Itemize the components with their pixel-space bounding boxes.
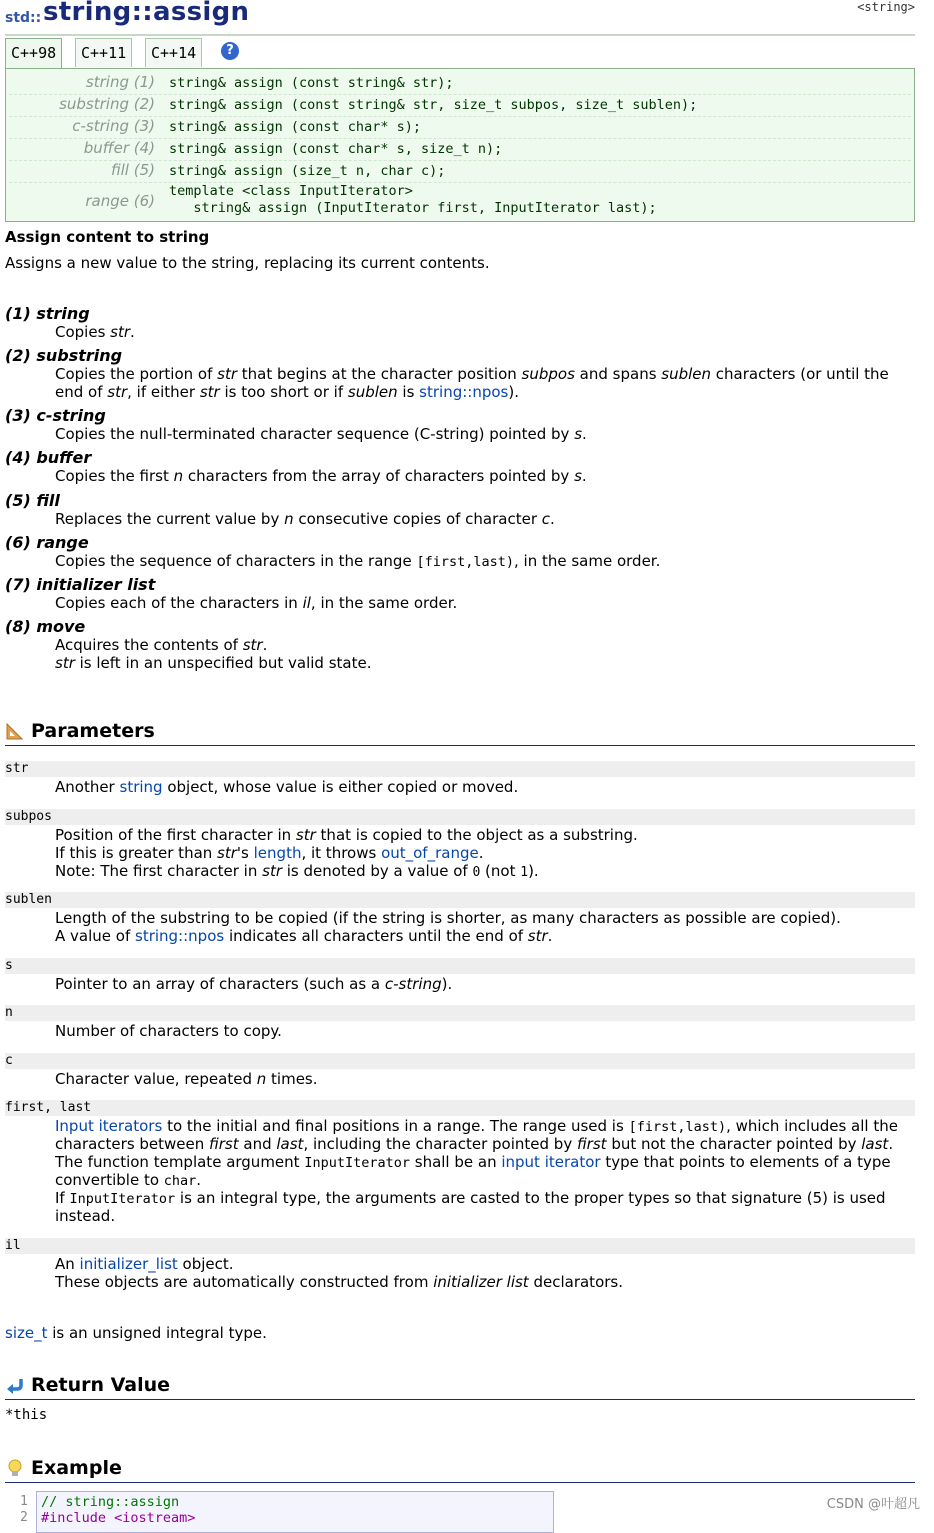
- text: Replaces the current value by: [55, 510, 285, 528]
- text: shall be an: [409, 1153, 502, 1171]
- text: 1: [520, 865, 529, 880]
- overload-desc: [55, 636, 267, 654]
- text: s: [574, 425, 583, 443]
- tab-cpp14[interactable]: C++14: [145, 38, 202, 67]
- tab-cpp11[interactable]: C++11: [75, 38, 132, 67]
- text: characters between: [55, 1135, 210, 1153]
- initializer-list-link[interactable]: initializer_list: [79, 1255, 178, 1273]
- text: first: [209, 1135, 239, 1153]
- overload-heading: (6) range: [5, 533, 89, 552]
- prototype-code: string& assign (const string& str);: [169, 75, 454, 91]
- return-value: *this: [5, 1407, 48, 1423]
- text: consecutive copies of character: [293, 510, 542, 528]
- tab-cpp98[interactable]: C++98: [5, 38, 62, 69]
- text: Copies the first: [55, 467, 174, 485]
- param-desc: [55, 927, 552, 945]
- overload-heading: (7) initializer list: [5, 575, 156, 594]
- text: sublen: [661, 365, 712, 383]
- text: declarators.: [528, 1273, 623, 1291]
- param-name-bar: [5, 761, 915, 777]
- text: .: [888, 1135, 894, 1153]
- text: str: [217, 844, 237, 862]
- text: n: [173, 467, 184, 485]
- param-name-bar: [5, 1005, 915, 1021]
- page-title: [43, 0, 249, 27]
- code-line: // string::assign: [41, 1494, 180, 1510]
- title-class: string: [43, 0, 132, 27]
- text: Position of the first character in: [55, 826, 296, 844]
- text: str: [107, 383, 128, 401]
- prototype-label: string (1): [85, 73, 155, 91]
- text: ).: [508, 383, 519, 401]
- text: InputIterator: [304, 1155, 410, 1171]
- text: .: [262, 636, 268, 654]
- text: str: [55, 654, 75, 672]
- text: sublen: [347, 383, 398, 401]
- return-section-header: [5, 1371, 915, 1400]
- prototype-row: [9, 95, 911, 117]
- text: str: [217, 365, 238, 383]
- overload-heading: (3) c-string: [5, 406, 106, 425]
- line-number: 2: [20, 1510, 28, 1525]
- text: last: [276, 1135, 304, 1153]
- text: is an unsigned integral type.: [47, 1324, 267, 1342]
- line-number: 1: [20, 1494, 28, 1509]
- text: .: [478, 844, 484, 862]
- text: indicates all characters until the end of: [224, 927, 528, 945]
- param-name-bar: [5, 809, 915, 825]
- text: (not: [480, 862, 521, 880]
- param-name-bar: [5, 1100, 915, 1116]
- text: , in the same order.: [513, 552, 661, 570]
- npos-link[interactable]: string::npos: [135, 927, 225, 945]
- param-name: il: [5, 1238, 21, 1253]
- param-name: c: [5, 1053, 13, 1068]
- prototype-code: string& assign (const char* s);: [169, 119, 421, 135]
- prototype-code: template <class InputIterator>: [169, 183, 413, 199]
- text: A value of: [55, 927, 135, 945]
- text: Another: [55, 778, 120, 796]
- text: Copies: [55, 323, 111, 341]
- namespace-label: std::: [5, 10, 42, 26]
- prototype-row: [9, 139, 911, 161]
- section-title: Example: [31, 1457, 122, 1479]
- param-name: first, last: [5, 1100, 92, 1115]
- text: characters from the array of characters pointed by: [183, 467, 575, 485]
- text: Note: The first character in: [55, 862, 263, 880]
- out-of-range-link[interactable]: out_of_range: [381, 844, 479, 862]
- text: .: [581, 467, 587, 485]
- section-title: Return Value: [31, 1374, 171, 1396]
- size-t-note: [5, 1324, 267, 1342]
- header-file-link[interactable]: <string>: [857, 0, 915, 14]
- text: is an integral type, the arguments are casted to the proper types so that signature (5) is used: [175, 1189, 886, 1207]
- text: convertible to: [55, 1171, 164, 1189]
- text: InputIterator: [69, 1191, 176, 1207]
- prototype-row: [9, 117, 911, 139]
- text: Acquires the contents of: [55, 636, 243, 654]
- param-desc: [55, 1171, 201, 1189]
- param-name-bar: [5, 1238, 915, 1254]
- overload-heading: (8) move: [5, 617, 86, 636]
- text: characters (or until the: [711, 365, 889, 383]
- text: str: [242, 636, 263, 654]
- text: Copies the portion of: [55, 365, 218, 383]
- param-desc: [55, 1189, 886, 1207]
- text: These objects are automatically constructed from: [55, 1273, 434, 1291]
- text: and: [238, 1135, 277, 1153]
- text: s: [574, 467, 582, 485]
- example-section-header: [5, 1454, 915, 1483]
- summary-text: Assigns a new value to the string, replacing its current contents.: [5, 254, 490, 272]
- text: n: [284, 510, 294, 528]
- param-desc: Length of the substring to be copied (if the string is shorter, as many characters as possible are copied).: [55, 909, 841, 927]
- text: str: [295, 826, 316, 844]
- param-name-bar: [5, 892, 915, 908]
- text: subpos: [521, 365, 575, 383]
- text: is left in an unspecified but valid state.: [74, 654, 372, 672]
- param-desc: Number of characters to copy.: [55, 1022, 282, 1040]
- page-header: [5, 0, 915, 36]
- prototype-row: [9, 161, 911, 183]
- param-name: n: [5, 1005, 13, 1020]
- parameters-section-header: [5, 717, 915, 746]
- prototype-label: substring (2): [59, 95, 155, 113]
- text: Character value, repeated: [55, 1070, 257, 1088]
- text: , in the same order.: [310, 594, 458, 612]
- return-arrow-icon: [5, 1375, 25, 1395]
- overload-desc: [55, 594, 457, 612]
- length-link[interactable]: length: [253, 844, 302, 862]
- text: is denoted by a value of: [282, 862, 473, 880]
- param-desc: [55, 844, 483, 862]
- lightbulb-icon: [5, 1458, 25, 1478]
- text: char: [163, 1173, 197, 1189]
- set-square-icon: [5, 721, 25, 741]
- text: The function template argument: [55, 1153, 305, 1171]
- string-link[interactable]: string: [119, 778, 163, 796]
- text: Copies the sequence of characters in the range: [55, 552, 417, 570]
- text: [first,last): [416, 554, 514, 570]
- overload-desc: [55, 510, 555, 528]
- overload-heading: (1) string: [5, 304, 90, 323]
- text: .: [550, 510, 555, 528]
- prototype-label: buffer (4): [83, 139, 155, 157]
- text: .: [582, 425, 587, 443]
- text: , if either: [127, 383, 200, 401]
- text: first: [576, 1135, 607, 1153]
- prototype-label: c-string (3): [72, 117, 155, 135]
- text: object.: [177, 1255, 234, 1273]
- title-member: assign: [152, 0, 250, 27]
- param-name: s: [5, 958, 13, 973]
- prototype-label: range (6): [85, 192, 155, 210]
- overload-desc: [55, 323, 135, 341]
- param-desc: [55, 1135, 893, 1153]
- param-desc: [55, 1070, 318, 1088]
- watermark: CSDN @叶超凡: [826, 1497, 920, 1512]
- code-example: [36, 1491, 554, 1533]
- text: , which includes all the: [726, 1117, 898, 1135]
- overload-desc: [55, 552, 660, 570]
- text: str: [199, 383, 220, 401]
- text: 's: [236, 844, 254, 862]
- text: str: [262, 862, 282, 880]
- text: [first,last): [628, 1119, 727, 1135]
- param-name: sublen: [5, 892, 52, 907]
- text: .: [130, 323, 135, 341]
- param-name-bar: [5, 958, 915, 974]
- text: type that points to elements of a type: [600, 1153, 891, 1171]
- prototype-box: [5, 68, 915, 222]
- text: il: [302, 594, 311, 612]
- text: n: [256, 1070, 267, 1088]
- param-name: str: [5, 761, 29, 776]
- section-title: Parameters: [31, 720, 155, 742]
- prototype-code: string& assign (const char* s, size_t n);: [169, 141, 503, 157]
- text: Copies each of the characters in: [55, 594, 303, 612]
- text: Copies the null-terminated character sequence (C-string) pointed by: [55, 425, 575, 443]
- summary-title: Assign content to string: [5, 228, 210, 246]
- text: initializer list: [433, 1273, 529, 1291]
- text: but not the character pointed by: [606, 1135, 862, 1153]
- text: end of: [55, 383, 108, 401]
- help-icon[interactable]: ?: [221, 42, 239, 60]
- text: , it throws: [301, 844, 382, 862]
- text: .: [196, 1171, 202, 1189]
- overload-desc: [55, 383, 519, 401]
- code-line: #include <iostream>: [41, 1510, 196, 1526]
- text: c: [541, 510, 551, 528]
- overload-heading: (5) fill: [5, 491, 60, 510]
- text: is: [397, 383, 420, 401]
- text: , including the character pointed by: [303, 1135, 577, 1153]
- overload-heading: (4) buffer: [5, 448, 92, 467]
- param-name: subpos: [5, 809, 52, 824]
- prototype-row: [9, 73, 911, 95]
- input-iterators-link[interactable]: Input iterators: [55, 1117, 163, 1135]
- overload-heading: (2) substring: [5, 346, 123, 365]
- text: c-string: [384, 975, 442, 993]
- text: Pointer to an array of characters (such as a: [55, 975, 385, 993]
- overload-desc: [55, 365, 889, 383]
- param-desc: [55, 1255, 234, 1273]
- text: str: [527, 927, 548, 945]
- prototype-code: string& assign (size_t n, char c);: [169, 163, 446, 179]
- text: An: [55, 1255, 80, 1273]
- title-sep: ::: [131, 0, 153, 27]
- param-desc: instead.: [55, 1207, 116, 1225]
- param-desc: [55, 1117, 898, 1135]
- prototype-label: fill (5): [110, 161, 155, 179]
- size-t-link[interactable]: size_t: [5, 1324, 48, 1342]
- overload-desc: [55, 654, 371, 672]
- text: If this is greater than: [55, 844, 218, 862]
- text: object, whose value is either copied or moved.: [162, 778, 519, 796]
- param-desc: [55, 1273, 623, 1291]
- param-desc: [55, 778, 518, 796]
- input-iterator-link[interactable]: input iterator: [501, 1153, 601, 1171]
- text: to the initial and final positions in a range. The range used is: [162, 1117, 629, 1135]
- text: times.: [266, 1070, 318, 1088]
- param-name-bar: [5, 1053, 915, 1069]
- text: last: [861, 1135, 889, 1153]
- prototype-row: [9, 183, 911, 219]
- param-desc: [55, 826, 638, 844]
- text: str: [110, 323, 131, 341]
- param-desc: [55, 1153, 891, 1171]
- text: ).: [528, 862, 539, 880]
- text: If: [55, 1189, 70, 1207]
- text: that is copied to the object as a substring.: [315, 826, 638, 844]
- text: ).: [441, 975, 453, 993]
- text: is too short or if: [219, 383, 348, 401]
- prototype-code: string& assign (const string& str, size_t subpos, size_t sublen);: [169, 97, 698, 113]
- text: that begins at the character position: [237, 365, 522, 383]
- text: and spans: [574, 365, 662, 383]
- overload-desc: [55, 467, 587, 485]
- param-desc: [55, 862, 539, 880]
- param-desc: [55, 975, 452, 993]
- text: 0: [472, 865, 481, 880]
- npos-link[interactable]: string::npos: [419, 383, 509, 401]
- text: .: [547, 927, 553, 945]
- prototype-code: string& assign (InputIterator first, InputIterator last);: [169, 200, 657, 216]
- overload-desc: [55, 425, 587, 443]
